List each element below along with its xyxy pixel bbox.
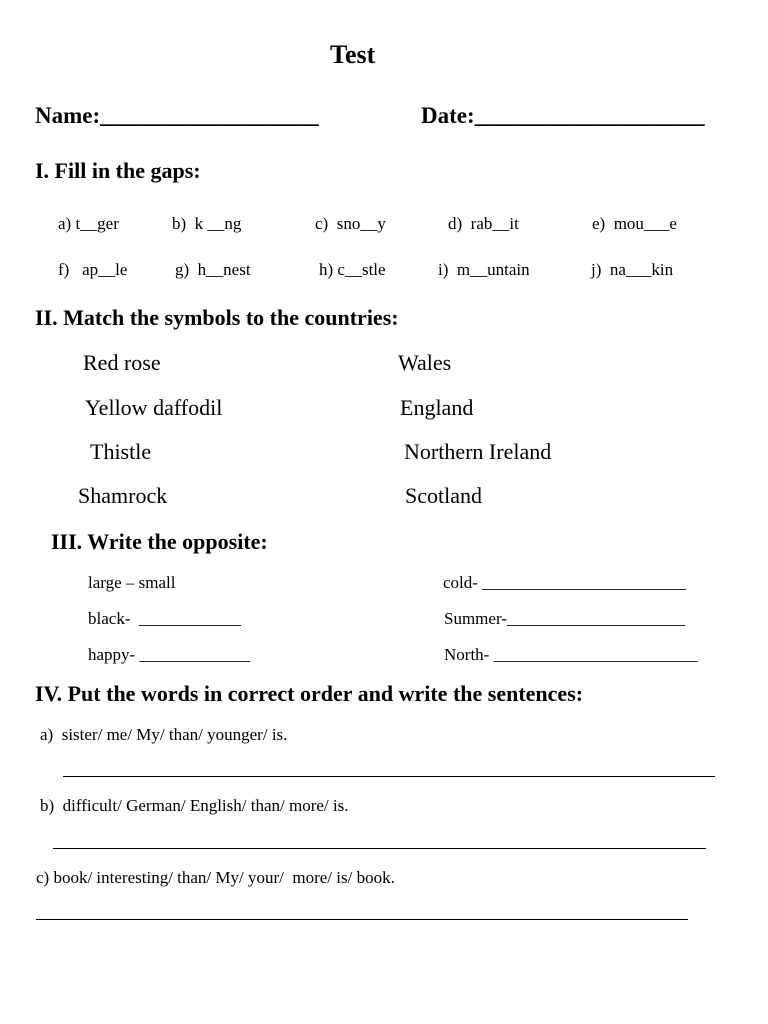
opposite-item: North- ________________________ xyxy=(444,645,698,664)
page-title: Test xyxy=(330,40,376,69)
section-3-heading: III. Write the opposite: xyxy=(51,529,268,554)
opposite-item: large – small xyxy=(88,573,176,592)
name-field: Name:___________________ xyxy=(35,103,319,128)
country-item: Northern Ireland xyxy=(404,439,552,464)
opposite-item: happy- _____________ xyxy=(88,645,250,664)
answer-line xyxy=(63,776,715,777)
date-field: Date:____________________ xyxy=(421,103,705,128)
gap-item-h: h) c__stle xyxy=(319,260,386,279)
country-item: Wales xyxy=(398,350,452,375)
gap-item-d: d) rab__it xyxy=(448,214,519,233)
symbol-item: Red rose xyxy=(83,350,161,375)
symbol-item: Thistle xyxy=(90,439,152,464)
symbol-item: Shamrock xyxy=(78,483,168,508)
order-item-b: b) difficult/ German/ English/ than/ more/ is. xyxy=(40,796,349,815)
gap-item-f: f) ap__le xyxy=(58,260,128,279)
order-item-c: c) book/ interesting/ than/ My/ your/ more/ is/ book. xyxy=(36,868,395,887)
order-item-a: a) sister/ me/ My/ than/ younger/ is. xyxy=(40,725,288,744)
country-item: Scotland xyxy=(405,483,482,508)
opposite-item: black- ____________ xyxy=(88,609,241,628)
gap-item-i: i) m__untain xyxy=(438,260,530,279)
gap-item-e: e) mou___e xyxy=(592,214,677,233)
gap-item-g: g) h__nest xyxy=(175,260,251,279)
answer-line xyxy=(53,848,706,849)
gap-item-a: a) t__ger xyxy=(58,214,119,233)
symbol-item: Yellow daffodil xyxy=(85,395,223,420)
gap-item-c: c) sno__y xyxy=(315,214,386,233)
section-1-heading: I. Fill in the gaps: xyxy=(35,158,201,183)
gap-item-b: b) k __ng xyxy=(172,214,242,233)
section-4-heading: IV. Put the words in correct order and write the sentences: xyxy=(35,681,584,706)
opposite-item: cold- ________________________ xyxy=(443,573,687,592)
answer-line xyxy=(36,919,688,920)
gap-item-j: j) na___kin xyxy=(591,260,674,279)
section-2-heading: II. Match the symbols to the countries: xyxy=(35,305,399,330)
country-item: England xyxy=(400,395,474,420)
opposite-item: Summer-_____________________ xyxy=(444,609,686,628)
